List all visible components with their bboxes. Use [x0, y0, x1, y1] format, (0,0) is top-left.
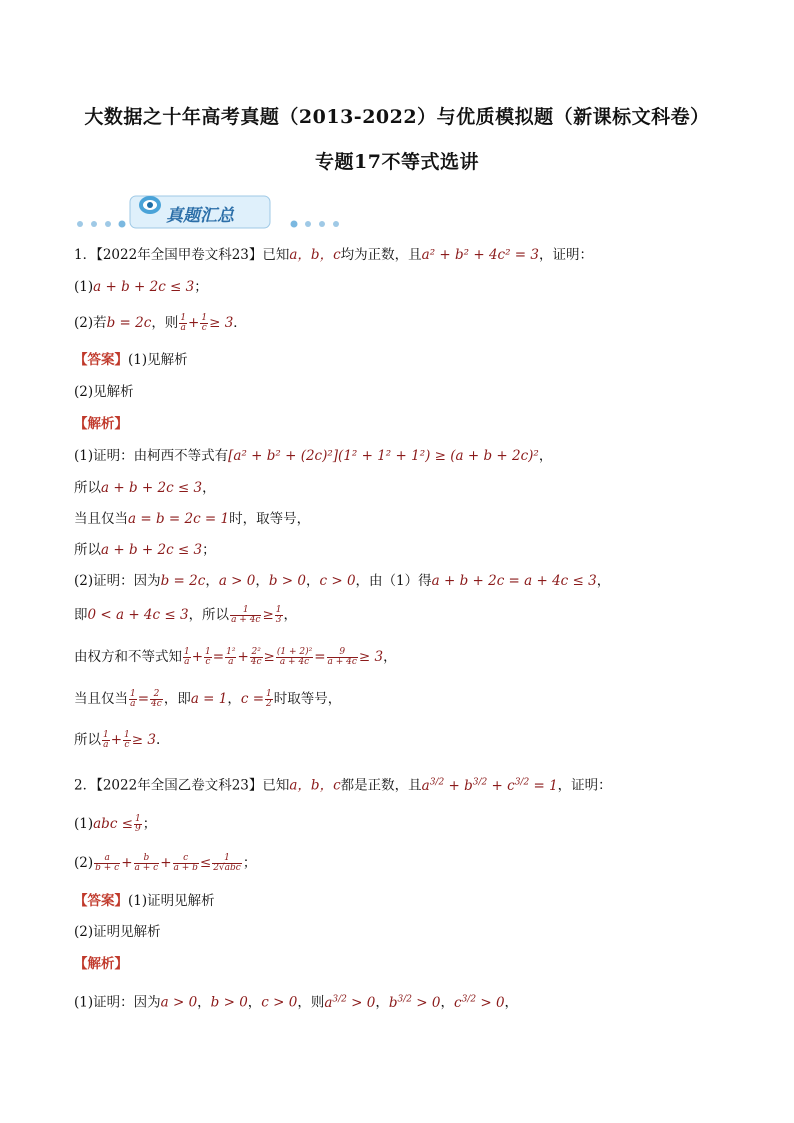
- q1-solution-line: 所以a + b + 2c ≤ 3，: [74, 480, 216, 496]
- q2-part1: (1)abc ≤ $\frac{1}{9}$ ；: [74, 814, 157, 834]
- q1-solution-line: (1)证明：由柯西不等式有[a² + b² + (2c)²](1² + 1² + 1²) ≥ (a + b + 2c)²，: [74, 448, 553, 464]
- q2-solution-line: (1)证明：因为a > 0，b > 0，c > 0，则$a^{3/2} > 0$，$b^{3/2} > 0$，$c^{3/2} > 0$，: [74, 994, 519, 1011]
- q1-solution-line: (2)证明：因为b = 2c，a > 0，b > 0，c > 0，由（1）得a + b + 2c = a + 4c ≤ 3，: [74, 573, 611, 589]
- section-banner: [72, 192, 372, 232]
- q1-solution-line: 即0 < a + 4c ≤ 3，所以 $\frac{1}{a + 4c}$ ≥ $\frac{1}{3}$ ，: [74, 605, 298, 625]
- q1-solution-line: 所以a + b + 2c ≤ 3；: [74, 542, 216, 558]
- q1-solution-line: 所以 $\frac{1}{a}$ + $\frac{1}{c}$ ≥ 3.: [74, 730, 161, 750]
- q2-part2: (2) $\frac{a}{b + c}$ + $\frac{b}{a + c}$ + $\frac{c}{a + b}$ ≤ $\frac{1}{\text{2√abc}}$ ；: [74, 853, 257, 873]
- q1-solution-line: 当且仅当 $\frac{1}{a}$ = $\frac{2}{4c}$ ，即a = 1，c = $\frac{1}{2}$ 时取等号，: [74, 689, 342, 709]
- document-subtitle: 专题17不等式选讲: [315, 151, 479, 173]
- document-title: 大数据之十年高考真题（2013-2022）与优质模拟题（新课标文科卷）: [84, 106, 710, 128]
- q2-answer: 【答案】(1)证明见解析: [74, 893, 215, 909]
- q1-answer-2: (2)见解析: [74, 384, 134, 400]
- q1-solution-tag: 【解析】: [74, 416, 128, 432]
- q2-answer-2: (2)证明见解析: [74, 924, 161, 940]
- q1-solution-line: 由权方和不等式知 $\frac{1}{a}$ + $\frac{1}{c}$ = $\frac{\text{1²}}{a}$ + $\frac{\text{2²}}{4c}$ ≥ $\frac{\text{(1 + 2)²}}{a + 4c}$ = $\frac{9}{a + 4c}$ ≥ 3，: [74, 647, 397, 667]
- q1-part1: (1)a + b + 2c ≤ 3；: [74, 279, 208, 295]
- eye-icon: [138, 194, 162, 220]
- q1-stem: 1．【2022年全国甲卷文科23】已知a，b，c均为正数，且a² + b² + 4c² = 3，证明：: [74, 247, 593, 263]
- q1-answer: 【答案】(1)见解析: [74, 352, 188, 368]
- q2-stem: 2．【2022年全国乙卷文科23】已知a，b，c都是正数，且$a^{3/2} + b^{3/2} + c^{3/2} = 1$，证明：: [74, 777, 612, 794]
- q1-part2: (2)若b = 2c，则 $\frac{1}{a}$ + $\frac{1}{c}$ ≥ 3．: [74, 313, 247, 333]
- banner-label: 真题汇总: [166, 206, 234, 226]
- q1-solution-line: 当且仅当a = b = 2c = 1时，取等号，: [74, 511, 311, 527]
- q2-solution-tag: 【解析】: [74, 956, 128, 972]
